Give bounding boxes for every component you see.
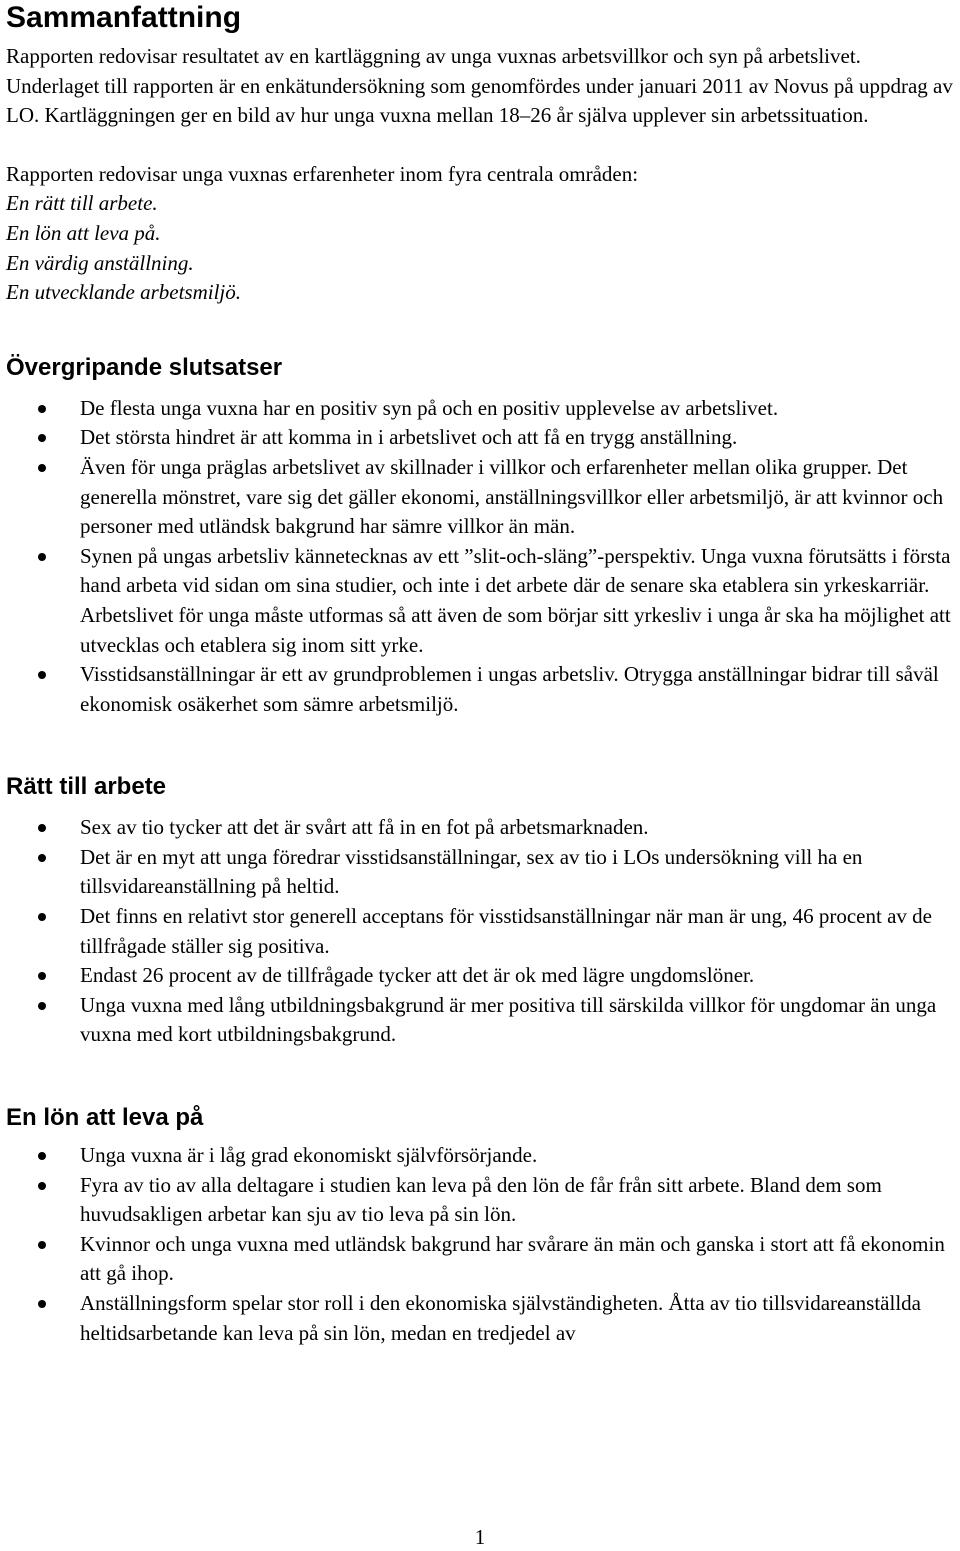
bullet-icon — [38, 553, 46, 561]
list-item — [6, 660, 956, 719]
list-item — [6, 991, 956, 1050]
list-item — [6, 813, 956, 843]
list-item — [6, 423, 956, 453]
conclusions-heading: Övergripande slutsatser — [6, 353, 283, 381]
areas-list — [6, 189, 956, 307]
list-item-text: Fyra av tio av alla deltagare i studien kan leva på den lön de får från sitt arbete. Bland dem som huvudsakligen arbetar kan sju av tio leva på sin lön. — [80, 1172, 882, 1227]
bullet-icon — [38, 671, 46, 679]
bullet-icon — [38, 434, 46, 442]
living-wage-list — [6, 1141, 956, 1348]
bullet-icon — [38, 824, 46, 832]
area-item: En utvecklande arbetsmiljö. — [6, 280, 242, 305]
bullet-icon — [38, 1152, 46, 1160]
list-item-text: Även för unga präglas arbetslivet av skillnader i villkor och erfarenheter mellan olika grupper. Det generella mönstret, vare sig det gäller ekonomi, anställningsvillkor eller arbetsmiljö, är att kvinnor och personer med utländsk bakgrund har sämre villkor än män. — [80, 454, 944, 539]
area-item: En rätt till arbete. — [6, 191, 158, 216]
list-item-text: Sex av tio tycker att det är svårt att få in en fot på arbetsmarknaden. — [80, 815, 649, 840]
conclusions-list — [6, 394, 956, 720]
list-item-text: Synen på ungas arbetsliv kännetecknas av ett ”slit-och-släng”-perspektiv. Unga vuxna förutsätts i första hand arbeta vid sidan om sina studier, och inte i det arbete där de senare ska etablera sin yrkeskarriär. Arbetslivet för unga måste utformas så att även de som börjar sitt yrkesliv i unga år ska ha möjlighet att utvecklas och etablera sig inom sitt yrke. — [80, 543, 951, 657]
bullet-icon — [38, 464, 46, 472]
list-item — [6, 843, 956, 902]
list-item-text: Unga vuxna är i låg grad ekonomiskt självförsörjande. — [80, 1143, 538, 1168]
list-item-text: Det största hindret är att komma in i arbetslivet och att få en trygg anställning. — [80, 425, 738, 450]
list-item — [6, 542, 956, 660]
list-item — [6, 961, 956, 991]
list-item-text: Endast 26 procent av de tillfrågade tycker att det är ok med lägre ungdomslöner. — [80, 963, 755, 988]
summary-heading: Sammanfattning — [6, 1, 242, 34]
list-item-text: Unga vuxna med lång utbildningsbakgrund är mer positiva till särskilda villkor för ungdomar än unga vuxna med kort utbildningsbakgrund. — [80, 992, 937, 1047]
bullet-icon — [38, 972, 46, 980]
bullet-icon — [38, 405, 46, 413]
list-item-text: Det finns en relativt stor generell acceptans för visstidsanställningar när man är ung, 46 procent av de tillfrågade ställer sig positiva. — [80, 904, 932, 958]
list-item-text: De flesta unga vuxna har en positiv syn på och en positiv upplevelse av arbetslivet. — [80, 395, 779, 420]
living-wage-heading: En lön att leva på — [6, 1104, 204, 1132]
page-number: 1 — [474, 1525, 486, 1549]
list-item-text: Visstidsanställningar är ett av grundproblemen i ungas arbetsliv. Otrygga anställningar bidrar till såväl ekonomisk osäkerhet som sämre arbetsmiljö. — [80, 662, 939, 716]
summary-intro-paragraph: Rapporten redovisar resultatet av en kartläggning av unga vuxnas arbetsvillkor och syn på arbetslivet. Underlaget till rapporten är en enkätundersökning som genomfördes under januari 2011 av Novus på uppdrag av LO. Kartläggningen ger en bild av hur unga vuxna mellan 18–26 år själva upplever sin arbetssituation. — [6, 44, 953, 128]
list-item — [6, 902, 956, 961]
list-item-text: Anställningsform spelar stor roll i den ekonomiska självständigheten. Åtta av tio tillsvidareanställda heltidsarbetande kan leva på sin lön, medan en tredjedel av — [80, 1291, 921, 1345]
bullet-icon — [38, 1002, 46, 1010]
list-item — [6, 394, 956, 424]
list-item-text: Kvinnor och unga vuxna med utländsk bakgrund har svårare än män och ganska i stort att få ekonomin att gå ihop. — [80, 1231, 945, 1286]
list-item — [6, 1289, 956, 1348]
list-item — [6, 1141, 956, 1171]
bullet-icon — [38, 1300, 46, 1308]
list-item-text: Det är en myt att unga föredrar visstidsanställningar, sex av tio i LOs undersökning vill ha en tillsvidareanställning på heltid. — [80, 844, 863, 899]
list-item — [6, 453, 956, 542]
list-item — [6, 1230, 956, 1289]
right-to-work-list — [6, 813, 956, 1050]
document-page — [6, 0, 956, 1348]
right-to-work-heading: Rätt till arbete — [6, 773, 167, 801]
bullet-icon — [38, 1241, 46, 1249]
summary-section — [6, 42, 956, 308]
list-item — [6, 1171, 956, 1230]
bullet-icon — [38, 1182, 46, 1190]
bullet-icon — [38, 854, 46, 862]
areas-intro-paragraph: Rapporten redovisar unga vuxnas erfarenheter inom fyra centrala områden: — [6, 161, 639, 186]
area-item: En värdig anställning. — [6, 250, 194, 275]
bullet-icon — [38, 913, 46, 921]
area-item: En lön att leva på. — [6, 220, 161, 245]
